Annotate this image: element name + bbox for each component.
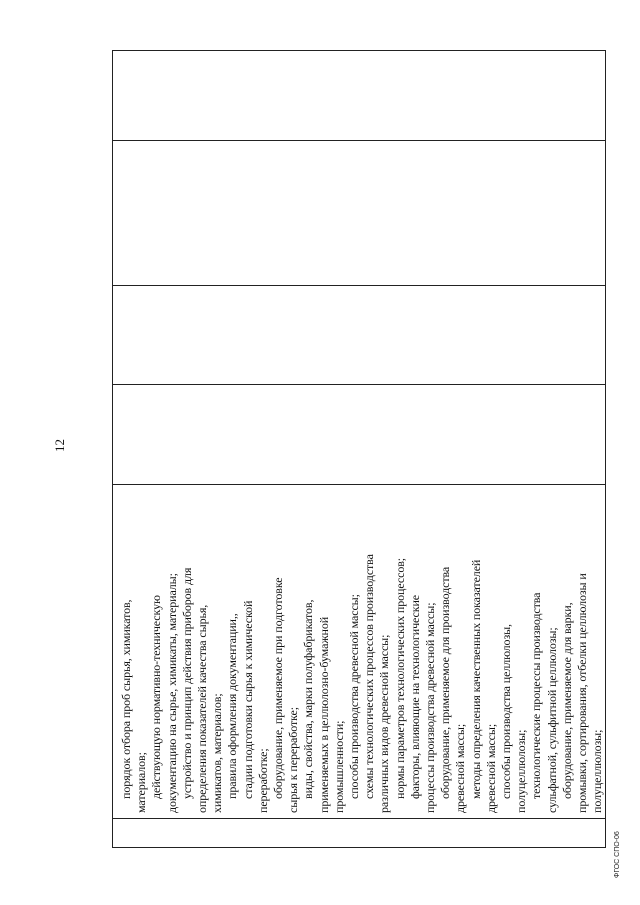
column-divider: [113, 384, 605, 385]
list-line: документацию на сырье, химикаты, материалы;: [164, 573, 179, 813]
list-line: технологические процессы производства: [529, 592, 544, 799]
list-line: правила оформления документации,,: [225, 613, 240, 799]
list-line: материалов;: [134, 752, 149, 813]
list-line: сырья к переработке;: [286, 707, 301, 813]
footer-code: ФГОС СПО-06: [614, 831, 621, 878]
list-line: определения показателей качества сырья,: [195, 604, 210, 813]
list-line: порядок отбора проб сырья, химикатов,: [119, 599, 133, 799]
column-divider: [113, 140, 605, 141]
list-line: промывки, сортирования, отбелки целлюлозы и: [575, 573, 590, 813]
list-line: полуцеллюлозы;: [514, 729, 529, 813]
list-line: переработке;: [255, 748, 270, 813]
column-divider: [113, 285, 605, 286]
list-line: химикатов, материалов;: [210, 693, 225, 813]
list-line: способы производства древесной массы;: [347, 594, 362, 799]
list-line: процессы производства древесной массы;: [423, 602, 438, 813]
list-line: промышленности;: [331, 720, 346, 813]
list-line: действующую нормативно-техническую: [149, 595, 164, 799]
list-line: факторы, влияющие на технологические: [407, 594, 422, 799]
list-line: схемы технологических процессов производства: [362, 554, 377, 799]
column-divider: [113, 818, 605, 819]
list-line: стадии подготовки сырья к химической: [240, 600, 255, 799]
list-line: оборудование, применяемое для производства: [438, 566, 453, 799]
list-line: нормы параметров технологических процессов;: [392, 557, 407, 799]
list-line: сульфатной, сульфитной целлюлозы;: [544, 627, 559, 813]
list-line: полуцеллюлозы;: [590, 729, 605, 813]
list-line: оборудование, применяемое при подготовке: [271, 577, 286, 799]
column-divider: [113, 484, 605, 485]
rotated-table-wrapper: [112, 50, 606, 848]
list-line: применяемых в целлюлозно-бумажной: [316, 616, 331, 813]
list-line: древесной массы;: [453, 723, 468, 813]
list-line: способы производства целлюлозы,: [499, 624, 514, 799]
list-line: виды, свойства, марки полуфабрикатов,: [301, 599, 316, 799]
standards-table: [112, 50, 606, 848]
list-line: методы определения качественных показателей: [468, 559, 483, 799]
knowledge-list-cell: [119, 493, 606, 813]
list-line: различных видов древесной массы;: [377, 634, 392, 813]
list-line: оборудование, применяемое для варки,: [559, 602, 574, 799]
list-line: устройство и принцип действия приборов для: [179, 567, 194, 799]
list-line: древесной массы;: [483, 723, 498, 813]
page-number: 12: [52, 439, 67, 452]
